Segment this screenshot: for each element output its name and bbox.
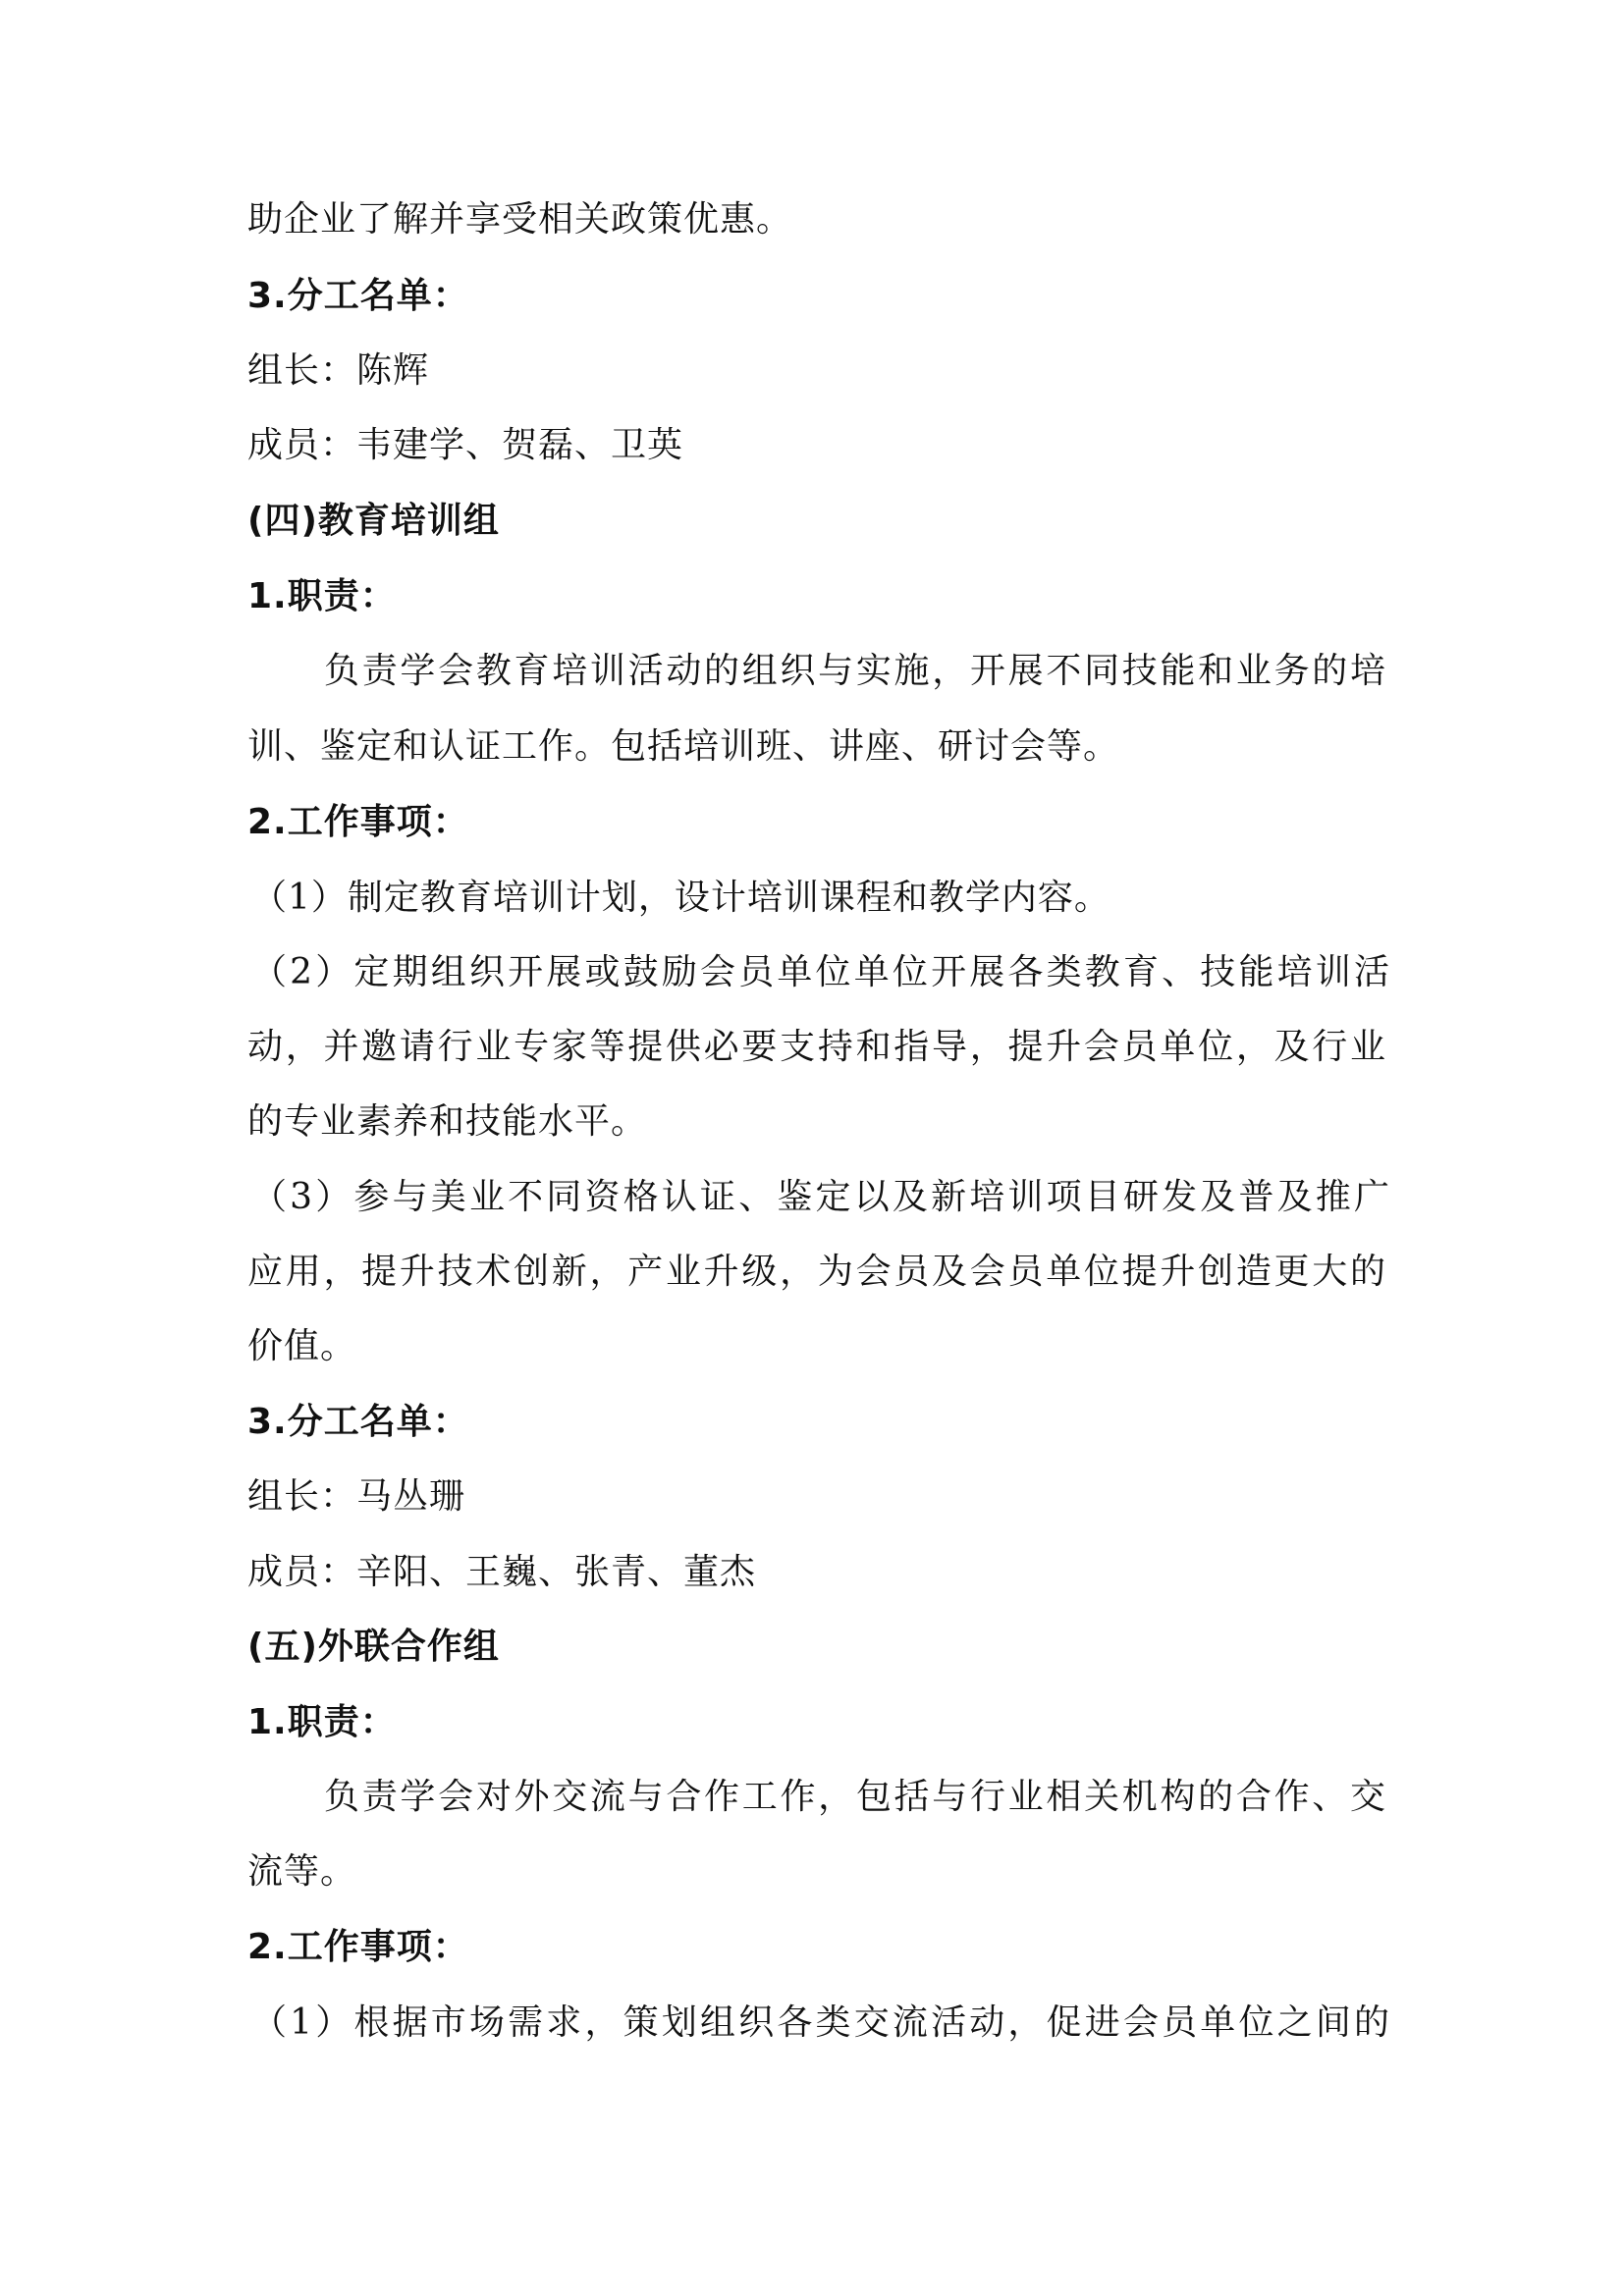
paragraph-continuation: 助企业了解并享受相关政策优惠。 bbox=[247, 199, 793, 240]
work-item-1: （1）根据市场需求，策划组织各类交流活动，促进会员单位之间的 bbox=[251, 2002, 1390, 2043]
paragraph-line: 负责学会对外交流与合作工作，包括与行业相关机构的合作、交 bbox=[324, 1777, 1386, 1817]
paragraph-line: 流等。 bbox=[247, 1851, 357, 1892]
work-item-1: （1）制定教育培训计划，设计培训课程和教学内容。 bbox=[251, 878, 1110, 918]
group-leader-line: 组长：陈辉 bbox=[247, 350, 430, 391]
work-item-2-cont: 动，并邀请行业专家等提供必要支持和指导，提升会员单位，及行业 bbox=[247, 1027, 1386, 1067]
paragraph-line: 训、鉴定和认证工作。包括培训班、讲座、研讨会等。 bbox=[247, 726, 1120, 767]
subheading-responsibilities: 1.职责： bbox=[247, 1702, 397, 1742]
section-heading-external-cooperation: (五)外联合作组 bbox=[247, 1627, 500, 1667]
subheading-responsibilities: 1.职责： bbox=[247, 576, 397, 616]
work-item-3-cont: 应用，提升技术创新，产业升级，为会员及会员单位提升创造更大的 bbox=[247, 1252, 1386, 1292]
section-heading-education-training: (四)教育培训组 bbox=[247, 501, 500, 541]
work-item-2: （2）定期组织开展或鼓励会员单位单位开展各类教育、技能培训活 bbox=[251, 952, 1390, 992]
group-members-line: 成员：韦建学、贺磊、卫英 bbox=[247, 425, 684, 465]
paragraph-line: 负责学会教育培训活动的组织与实施，开展不同技能和业务的培 bbox=[324, 651, 1386, 691]
group-leader-line: 组长：马丛珊 bbox=[247, 1476, 466, 1517]
subheading-division-list: 3.分工名单： bbox=[247, 276, 469, 316]
subheading-work-items: 2.工作事项： bbox=[247, 802, 469, 842]
group-members-line: 成员：辛阳、王巍、张青、董杰 bbox=[247, 1552, 757, 1592]
work-item-2-cont: 的专业素养和技能水平。 bbox=[247, 1101, 648, 1142]
subheading-division-list: 3.分工名单： bbox=[247, 1402, 469, 1442]
subheading-work-items: 2.工作事项： bbox=[247, 1927, 469, 1967]
work-item-3: （3）参与美业不同资格认证、鉴定以及新培训项目研发及普及推广 bbox=[251, 1177, 1390, 1217]
work-item-3-cont: 价值。 bbox=[247, 1326, 357, 1366]
